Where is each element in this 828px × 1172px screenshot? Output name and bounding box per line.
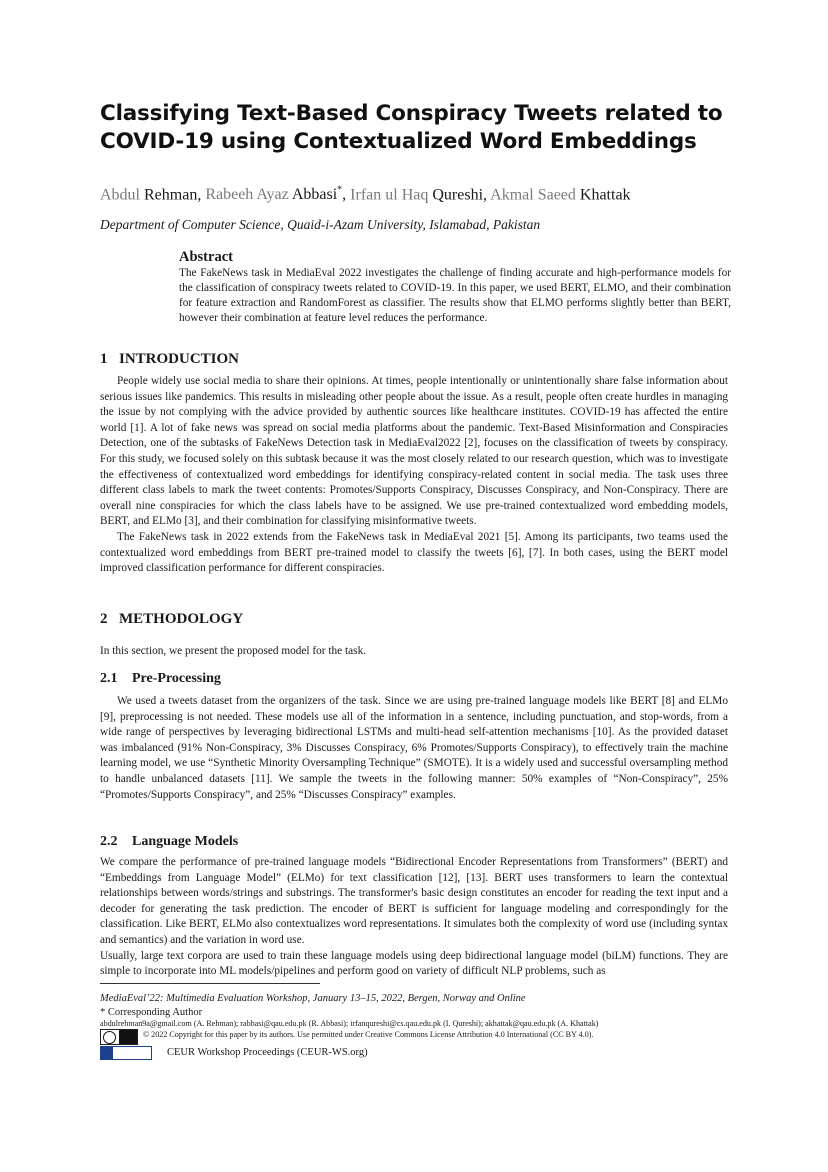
ceur-workshop-logo-icon bbox=[100, 1046, 152, 1060]
footnote-copyright: © 2022 Copyright for this paper by its authors. Use permitted under Creative Commons License Attribution 4.0 International (CC BY 4.0). bbox=[143, 1030, 594, 1039]
footnote-ceur-proceedings: CEUR Workshop Proceedings (CEUR-WS.org) bbox=[167, 1047, 368, 1058]
footnote-corresponding-author: * Corresponding Author bbox=[100, 1007, 203, 1018]
introduction-paragraph-1: People widely use social media to share their opinions. At times, people intentionally or unintentionally share false information about serious issues like pandemics. This results in misleading other people about the issue. As a result, people often create hurdles in managing the issue by not complying with the advice provided by authentic sources like healthcare institutes. COVID-19 has affected the entire world [1]. A lot of fake news was spread on social media platforms about the pandemic. Text-Based Misinformation and Conspiracies Detection, one of the subtasks of FakeNews Detection task in MediaEval2022 [2], focuses on the classification of tweets by conspiracy. For this study, we focused solely on this subtask because it was the most closely related to our research question, which was to investigate the effectiveness of contextualized word embeddings for identifying conspiracy-related content in social media. The task uses three different class labels to mark the tweet contents: Promotes/Supports Conspiracy, Discusses Conspiracy, and Non-Conspiracy. There are overall nine conspiracies for which the class labels have to be assigned. We use pre-trained contextualized word embedding models, BERT, and ELMo [3], and their combination for classifying misinformative tweets. bbox=[100, 375, 728, 528]
author-family-name: Rehman bbox=[144, 186, 198, 204]
methodology-paragraph: In this section, we present the proposed model for the task. bbox=[100, 645, 367, 657]
subsection-number: 2.1 bbox=[100, 671, 118, 686]
author-family-name: Khattak bbox=[579, 186, 631, 204]
language-models-paragraph-2: Usually, large text corpora are used to train these language models using deep bidirectional language model (biLM) functions. They are simple to incorporate into ML models/pipelines and perform good on variety of difficult NLP problems, such as bbox=[100, 949, 728, 978]
author-given-name: Irfan ul Haq bbox=[350, 186, 429, 204]
section-number: 2 bbox=[100, 611, 108, 627]
author-4 bbox=[490, 186, 630, 203]
section-title: METHODOLOGY bbox=[119, 611, 244, 627]
subsection-title: Language Models bbox=[132, 834, 239, 849]
footnote-conference: MediaEval’22: Multimedia Evaluation Workshop, January 13–15, 2022, Bergen, Norway and Online bbox=[100, 993, 526, 1004]
footnote-author-emails: abdulrehman9a@gmail.com (A. Rehman); rabbasi@qau.edu.pk (R. Abbasi); irfanqureshi@cs.qau.edu.pk (I. Qureshi); akhattak@qau.edu.pk (A. Khattak) bbox=[100, 1019, 599, 1028]
abstract-heading: Abstract bbox=[179, 249, 233, 265]
abstract-text: The FakeNews task in MediaEval 2022 investigates the challenge of finding accurate and high-performance models for the classification of conspiracy tweets related to COVID-19. In this paper, we used BERT, ELMO, and their combination for feature extraction and RandomForest as classifier. The results show that ELMO performs slightly better than BERT, however their combination at feature level reduces the performance. bbox=[179, 267, 731, 324]
cc-by-license-icon bbox=[100, 1029, 138, 1045]
preprocessing-paragraph: We used a tweets dataset from the organizers of the task. Since we are using pre-trained language models like BERT [8] and ELMo [9], preprocessing is not needed. These models use all of the information in a sentence, including punctuation, and stop-words, from a wide range of perspectives by leveraging bidirectional LSTMs and multi-head self-attention mechanisms [10]. As the provided dataset was imbalanced (91% Non-Conspiracy, 3% Discusses Conspiracy, 6% Promotes/Supports Conspiracy), to effectively train the machine learning model, we use “Synthetic Minority Oversampling Technique” (SMOTE). It is a widely used and successful oversampling method to handle unbalanced datasets [11]. We sample the tweets in the following manner: 50% examples of “Non-Conspiracy”, 25% “Promotes/Supports Conspiracy”, and 25% “Discusses Conspiracy” examples. bbox=[100, 695, 728, 801]
affiliation: Department of Computer Science, Quaid-i-Azam University, Islamabad, Pakistan bbox=[100, 217, 541, 232]
subsection-heading-language-models bbox=[100, 833, 728, 851]
paper-title: Classifying Text-Based Conspiracy Tweets related to COVID-19 using Contextualized Word Embeddings bbox=[100, 101, 723, 154]
author-separator: , bbox=[197, 186, 206, 204]
author-list bbox=[100, 180, 740, 206]
subsection-heading-preprocessing bbox=[100, 670, 728, 688]
author-3 bbox=[350, 186, 490, 203]
author-2 bbox=[205, 186, 350, 203]
author-separator: , bbox=[342, 186, 351, 204]
cc-logo-icon bbox=[103, 1031, 116, 1044]
section-number: 1 bbox=[100, 351, 108, 367]
author-family-name: Abbasi bbox=[291, 186, 338, 204]
language-models-paragraph-1: We compare the performance of pre-trained language models “Bidirectional Encoder Representations from Transformers” (BERT) and “Embeddings from Language Model” (ELMo) for text classification [12], [13]. BERT uses transformers to learn the contextual relationships between words/strings and substrings. The transformer's basic design constitutes an encoder for reading the text input and a decoder for generating the task prediction. The encoder of BERT is sufficient for language modeling and correspondingly for the classification. Like BERT, ELMo also contextualizes word representations. It simulates both the complexity of word use (including syntax and semantics) and the variation in word use. bbox=[100, 856, 728, 946]
author-family-name: Qureshi bbox=[432, 186, 484, 204]
by-attribution-icon bbox=[119, 1030, 137, 1044]
subsection-number: 2.2 bbox=[100, 834, 118, 849]
ceur-logo-bar bbox=[101, 1047, 113, 1059]
author-given-name: Abdul bbox=[100, 186, 140, 204]
section-heading-methodology bbox=[100, 609, 728, 629]
abstract bbox=[179, 248, 731, 326]
language-models-body bbox=[100, 855, 728, 980]
author-given-name: Rabeeh Ayaz bbox=[205, 186, 289, 204]
section-heading-introduction bbox=[100, 349, 728, 369]
author-separator: , bbox=[483, 186, 491, 204]
author-given-name: Akmal Saeed bbox=[490, 186, 576, 204]
footnote-divider bbox=[100, 983, 320, 984]
corresponding-mark: * bbox=[337, 185, 343, 196]
subsection-title: Pre-Processing bbox=[132, 671, 221, 686]
section-title: INTRODUCTION bbox=[119, 351, 240, 367]
author-1 bbox=[100, 186, 205, 203]
introduction-body bbox=[100, 374, 728, 577]
introduction-paragraph-2: The FakeNews task in 2022 extends from the FakeNews task in MediaEval 2021 [5]. Among its participants, two teams used the contextualized word embeddings from BERT pre-trained model to classify the tweets [6], [7]. In both cases, using the BERT model improved classification performance for different conspiracies. bbox=[100, 530, 728, 575]
